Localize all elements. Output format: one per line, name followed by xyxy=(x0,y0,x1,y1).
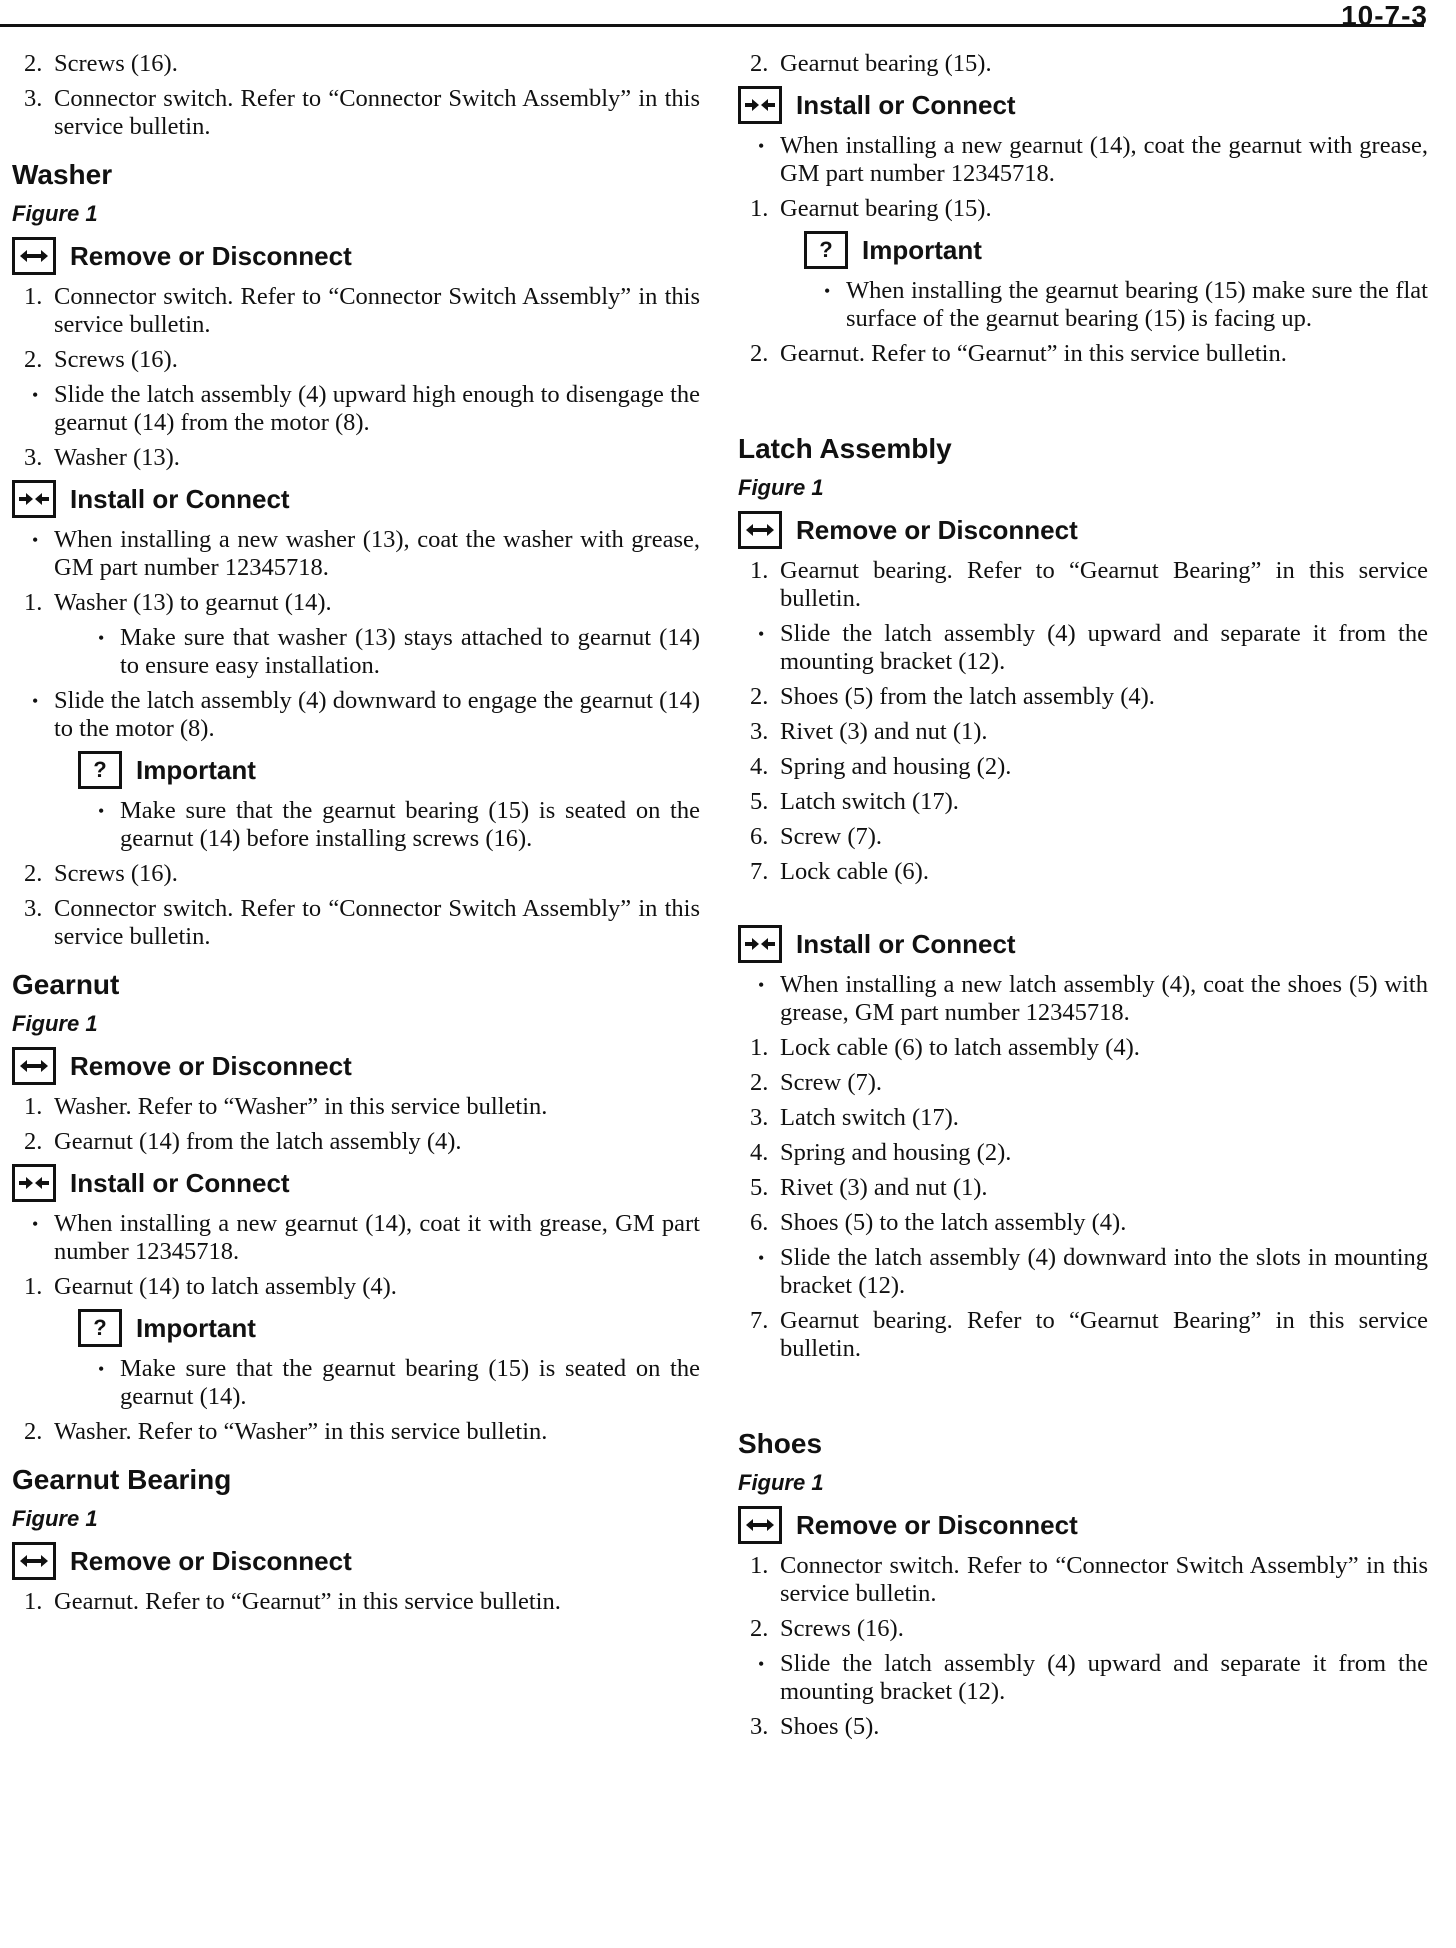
install-heading xyxy=(738,925,1428,963)
list-item xyxy=(12,589,700,617)
item-text: Washer. Refer to “Washer” in this service bulletin. xyxy=(54,1418,548,1445)
item-text: Gearnut bearing. Refer to “Gearnut Bearing” in this service bulletin. xyxy=(780,1307,1428,1362)
step-number: 1. xyxy=(750,557,769,584)
list-item xyxy=(738,620,1428,676)
list-item xyxy=(738,50,1428,78)
step-number: 4. xyxy=(750,1139,769,1166)
item-list xyxy=(738,971,1428,1363)
bullet-marker: • xyxy=(98,628,105,648)
install-label: Install or Connect xyxy=(796,89,1016,120)
important-heading xyxy=(78,1309,700,1347)
item-text: Gearnut (14) from the latch assembly (4). xyxy=(54,1128,462,1155)
list-item xyxy=(738,823,1428,851)
list-item xyxy=(738,683,1428,711)
bullet-marker: • xyxy=(824,281,831,301)
item-text: Washer (13) to gearnut (14). xyxy=(54,589,332,616)
item-list xyxy=(12,797,700,853)
step-number: 3. xyxy=(24,895,43,922)
spacer xyxy=(738,375,1428,415)
step-number: 2. xyxy=(750,683,769,710)
list-item xyxy=(12,346,700,374)
item-list xyxy=(738,277,1428,333)
item-text: Screw (7). xyxy=(780,823,883,850)
list-item xyxy=(738,971,1428,1027)
item-text: Make sure that the gearnut bearing (15) is seated on the gearnut (14) before installing screws (16). xyxy=(120,797,700,852)
item-list xyxy=(738,132,1428,223)
remove-arrows-icon xyxy=(12,1542,56,1580)
list-item xyxy=(12,895,700,951)
step-number: 1. xyxy=(24,1588,43,1615)
section-title-gearnut: Gearnut xyxy=(12,969,120,1000)
item-list xyxy=(12,283,700,472)
list-item xyxy=(12,687,700,743)
bullet-marker: • xyxy=(758,975,765,995)
item-list xyxy=(12,1588,700,1616)
step-number: 6. xyxy=(750,823,769,850)
important-heading xyxy=(804,231,1428,269)
bullet-marker: • xyxy=(758,1248,765,1268)
bullet-marker: • xyxy=(758,1654,765,1674)
step-number: 2. xyxy=(24,860,43,887)
bullet-marker: • xyxy=(32,691,39,711)
step-number: 3. xyxy=(24,85,43,112)
important-icon: ? xyxy=(78,751,122,789)
remove-heading xyxy=(12,237,700,275)
step-number: 2. xyxy=(24,50,43,77)
install-label: Install or Connect xyxy=(796,928,1016,959)
list-item xyxy=(738,788,1428,816)
remove-label: Remove or Disconnect xyxy=(796,1509,1078,1540)
figure-ref: Figure 1 xyxy=(12,1506,98,1531)
step-number: 3. xyxy=(750,1713,769,1740)
item-text: Gearnut bearing (15). xyxy=(780,50,992,77)
list-item xyxy=(738,1139,1428,1167)
item-list xyxy=(12,1418,700,1446)
step-number: 6. xyxy=(750,1209,769,1236)
list-item xyxy=(738,1104,1428,1132)
remove-heading xyxy=(738,1506,1428,1544)
list-item xyxy=(738,1615,1428,1643)
item-text: Gearnut bearing (15). xyxy=(780,195,992,222)
install-arrows-icon xyxy=(738,925,782,963)
list-item xyxy=(78,1355,700,1411)
remove-arrows-icon xyxy=(738,1506,782,1544)
step-number: 1. xyxy=(24,589,43,616)
list-item xyxy=(12,283,700,339)
item-text: Latch switch (17). xyxy=(780,1104,959,1131)
step-number: 7. xyxy=(750,1307,769,1334)
item-list xyxy=(738,50,1428,78)
step-number: 2. xyxy=(24,1128,43,1155)
item-list xyxy=(738,1552,1428,1741)
list-item xyxy=(12,1418,700,1446)
item-list xyxy=(12,1210,700,1301)
item-text: When installing a new latch assembly (4), coat the shoes (5) with grease, GM part number 12345718. xyxy=(780,971,1428,1026)
list-item xyxy=(12,85,700,141)
remove-heading xyxy=(12,1542,700,1580)
item-list xyxy=(12,687,700,743)
item-text: When installing a new gearnut (14), coat it with grease, GM part number 12345718. xyxy=(54,1210,700,1265)
step-number: 2. xyxy=(750,1069,769,1096)
bullet-marker: • xyxy=(758,624,765,644)
figure-ref: Figure 1 xyxy=(738,1470,824,1495)
item-list xyxy=(12,860,700,951)
list-item xyxy=(738,1713,1428,1741)
step-number: 2. xyxy=(24,346,43,373)
section-title-washer: Washer xyxy=(12,159,113,190)
remove-label: Remove or Disconnect xyxy=(796,514,1078,545)
remove-label: Remove or Disconnect xyxy=(70,1050,352,1081)
install-arrows-icon xyxy=(12,1164,56,1202)
install-arrows-icon xyxy=(12,480,56,518)
figure-ref: Figure 1 xyxy=(12,201,98,226)
install-heading xyxy=(738,86,1428,124)
list-item xyxy=(738,1034,1428,1062)
item-text: When installing a new gearnut (14), coat the gearnut with grease, GM part number 12345718. xyxy=(780,132,1428,187)
page-number: 10-7-3 xyxy=(1341,0,1428,31)
bullet-marker: • xyxy=(758,136,765,156)
item-text: Washer. Refer to “Washer” in this service bulletin. xyxy=(54,1093,548,1120)
item-text: Connector switch. Refer to “Connector Switch Assembly” in this service bulletin. xyxy=(54,895,700,950)
item-text: Rivet (3) and nut (1). xyxy=(780,1174,988,1201)
step-number: 1. xyxy=(750,1552,769,1579)
item-list xyxy=(12,526,700,617)
list-item xyxy=(738,1244,1428,1300)
important-heading xyxy=(78,751,700,789)
item-text: Spring and housing (2). xyxy=(780,1139,1012,1166)
list-item xyxy=(738,1307,1428,1363)
important-label: Important xyxy=(862,234,982,265)
step-number: 1. xyxy=(24,1093,43,1120)
figure-ref: Figure 1 xyxy=(738,475,824,500)
item-list xyxy=(738,557,1428,886)
item-list xyxy=(12,1355,700,1411)
step-number: 2. xyxy=(750,340,769,367)
step-number: 1. xyxy=(24,1273,43,1300)
item-text: Screws (16). xyxy=(780,1615,904,1642)
item-text: Shoes (5) to the latch assembly (4). xyxy=(780,1209,1127,1236)
list-item xyxy=(78,624,700,680)
list-item xyxy=(12,381,700,437)
bullet-marker: • xyxy=(32,530,39,550)
item-text: Gearnut (14) to latch assembly (4). xyxy=(54,1273,397,1300)
item-list xyxy=(12,50,700,141)
step-number: 1. xyxy=(750,195,769,222)
bullet-marker: • xyxy=(98,801,105,821)
spacer xyxy=(738,893,1428,917)
remove-heading xyxy=(738,511,1428,549)
install-heading xyxy=(12,480,700,518)
important-icon: ? xyxy=(804,231,848,269)
step-number: 1. xyxy=(750,1034,769,1061)
install-arrows-icon xyxy=(738,86,782,124)
list-item xyxy=(738,340,1428,368)
bullet-marker: • xyxy=(32,1214,39,1234)
list-item xyxy=(12,444,700,472)
figure-ref: Figure 1 xyxy=(12,1011,98,1036)
item-list xyxy=(12,1093,700,1156)
list-item xyxy=(12,50,700,78)
item-text: Lock cable (6). xyxy=(780,858,929,885)
item-text: Slide the latch assembly (4) downward into the slots in mounting bracket (12). xyxy=(780,1244,1428,1299)
item-list xyxy=(738,340,1428,368)
step-number: 5. xyxy=(750,1174,769,1201)
item-text: Screws (16). xyxy=(54,860,178,887)
step-number: 2. xyxy=(750,50,769,77)
step-number: 3. xyxy=(24,444,43,471)
item-text: Shoes (5) from the latch assembly (4). xyxy=(780,683,1155,710)
remove-arrows-icon xyxy=(12,1047,56,1085)
item-text: Slide the latch assembly (4) downward to engage the gearnut (14) to the motor (8). xyxy=(54,687,700,742)
remove-arrows-icon xyxy=(12,237,56,275)
item-text: Shoes (5). xyxy=(780,1713,880,1740)
list-item xyxy=(804,277,1428,333)
item-text: Connector switch. Refer to “Connector Switch Assembly” in this service bulletin. xyxy=(54,85,700,140)
important-icon: ? xyxy=(78,1309,122,1347)
list-item xyxy=(12,860,700,888)
item-text: Connector switch. Refer to “Connector Switch Assembly” in this service bulletin. xyxy=(54,283,700,338)
item-text: Screws (16). xyxy=(54,50,178,77)
list-item xyxy=(738,1650,1428,1706)
step-number: 1. xyxy=(24,283,43,310)
step-number: 7. xyxy=(750,858,769,885)
section-title-latch-assembly: Latch Assembly xyxy=(738,433,952,464)
item-text: Gearnut. Refer to “Gearnut” in this service bulletin. xyxy=(54,1588,561,1615)
step-number: 2. xyxy=(750,1615,769,1642)
item-text: Make sure that washer (13) stays attached to gearnut (14) to ensure easy installation. xyxy=(120,624,700,679)
item-text: Slide the latch assembly (4) upward and separate it from the mounting bracket (12). xyxy=(780,620,1428,675)
item-text: Spring and housing (2). xyxy=(780,753,1012,780)
step-number: 3. xyxy=(750,718,769,745)
left-column xyxy=(12,50,700,1623)
item-text: Slide the latch assembly (4) upward and separate it from the mounting bracket (12). xyxy=(780,1650,1428,1705)
list-item xyxy=(738,1069,1428,1097)
bullet-marker: • xyxy=(32,385,39,405)
list-item xyxy=(738,557,1428,613)
item-text: Rivet (3) and nut (1). xyxy=(780,718,988,745)
item-text: Connector switch. Refer to “Connector Switch Assembly” in this service bulletin. xyxy=(780,1552,1428,1607)
step-number: 2. xyxy=(24,1418,43,1445)
item-text: When installing the gearnut bearing (15) make sure the flat surface of the gearnut bearing (15) is facing up. xyxy=(846,277,1428,332)
list-item xyxy=(12,1273,700,1301)
list-item xyxy=(738,753,1428,781)
list-item xyxy=(738,1209,1428,1237)
remove-label: Remove or Disconnect xyxy=(70,240,352,271)
important-label: Important xyxy=(136,754,256,785)
item-text: Washer (13). xyxy=(54,444,180,471)
list-item xyxy=(738,1552,1428,1608)
step-number: 4. xyxy=(750,753,769,780)
list-item xyxy=(738,1174,1428,1202)
list-item xyxy=(12,1093,700,1121)
section-title-gearnut-bearing: Gearnut Bearing xyxy=(12,1464,232,1495)
item-text: When installing a new washer (13), coat the washer with grease, GM part number 12345718. xyxy=(54,526,700,581)
install-heading xyxy=(12,1164,700,1202)
item-text: Screws (16). xyxy=(54,346,178,373)
remove-heading xyxy=(12,1047,700,1085)
list-item xyxy=(738,132,1428,188)
item-text: Latch switch (17). xyxy=(780,788,959,815)
list-item xyxy=(738,858,1428,886)
item-text: Gearnut bearing. Refer to “Gearnut Bearing” in this service bulletin. xyxy=(780,557,1428,612)
right-column xyxy=(738,50,1428,1748)
step-number: 3. xyxy=(750,1104,769,1131)
section-title-shoes: Shoes xyxy=(738,1428,823,1459)
important-label: Important xyxy=(136,1312,256,1343)
install-label: Install or Connect xyxy=(70,483,290,514)
spacer xyxy=(738,1370,1428,1410)
top-rule xyxy=(0,24,1424,27)
item-text: Screw (7). xyxy=(780,1069,883,1096)
item-text: Lock cable (6) to latch assembly (4). xyxy=(780,1034,1140,1061)
item-text: Gearnut. Refer to “Gearnut” in this service bulletin. xyxy=(780,340,1287,367)
install-label: Install or Connect xyxy=(70,1167,290,1198)
remove-arrows-icon xyxy=(738,511,782,549)
bullet-marker: • xyxy=(98,1359,105,1379)
remove-label: Remove or Disconnect xyxy=(70,1545,352,1576)
item-list xyxy=(12,624,700,680)
list-item xyxy=(12,1210,700,1266)
list-item xyxy=(12,526,700,582)
list-item xyxy=(78,797,700,853)
list-item xyxy=(12,1128,700,1156)
step-number: 5. xyxy=(750,788,769,815)
item-text: Make sure that the gearnut bearing (15) is seated on the gearnut (14). xyxy=(120,1355,700,1410)
list-item xyxy=(738,718,1428,746)
item-text: Slide the latch assembly (4) upward high enough to disengage the gearnut (14) from the motor (8). xyxy=(54,381,700,436)
list-item xyxy=(738,195,1428,223)
list-item xyxy=(12,1588,700,1616)
